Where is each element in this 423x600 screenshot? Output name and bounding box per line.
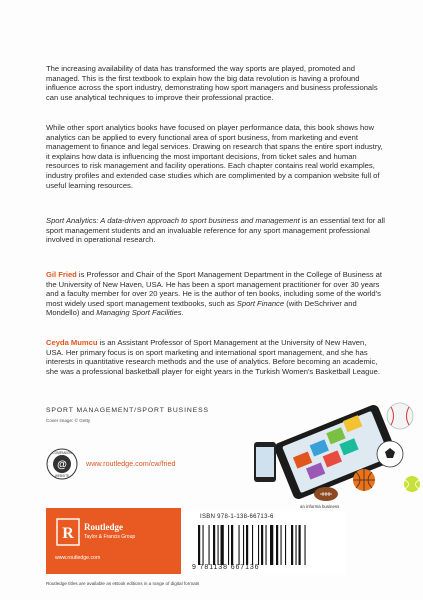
basketball-icon: [353, 469, 375, 491]
barcode-bar: [203, 525, 204, 565]
barcode-bar: [270, 525, 273, 565]
barcode-bar: [228, 525, 229, 565]
publisher-url[interactable]: www.routledge.com: [55, 555, 101, 561]
author-name-2: Ceyda Mumcu: [46, 338, 98, 347]
barcode-bar: [276, 525, 278, 565]
barcode-digits: 9 781138 667136: [192, 564, 260, 571]
barcode-bar: [258, 525, 259, 565]
subject-category: SPORT MANAGEMENT/SPORT BUSINESS: [46, 407, 209, 414]
companion-label-bottom: WEBSITE: [54, 474, 70, 478]
svg-text:@: @: [57, 459, 67, 471]
barcode-bar: [281, 525, 282, 565]
companion-website-icon: [46, 448, 78, 480]
barcode-bar: [291, 525, 293, 565]
barcode-bar: [266, 525, 267, 565]
barcode-bar: [209, 525, 210, 565]
barcode-bar: [213, 525, 215, 565]
isbn-number: ISBN 978-1-138-66713-6: [200, 514, 274, 520]
barcode-bar: [305, 525, 306, 565]
cover-credit: Cover image: © Getty: [46, 418, 91, 423]
barcode-bar: [221, 525, 224, 565]
barcode-bar: [218, 525, 219, 565]
barcode-bar: [296, 525, 297, 565]
author-book-1: Sport Finance: [236, 298, 285, 308]
barcode-bar: [239, 525, 240, 565]
tennis-ball-icon: [404, 476, 420, 492]
barcode-bar: [299, 525, 301, 565]
smartphone-icon: [254, 442, 276, 482]
barcode-bar: [243, 525, 244, 565]
soccer-ball-icon: [377, 441, 403, 467]
svg-text:R: R: [62, 525, 74, 542]
publisher-name: Routledge: [84, 522, 123, 532]
ebook-note: Routledge titles are available as eBook editions in a range of digital formats: [46, 581, 200, 586]
barcode-bar: [198, 525, 200, 565]
book-title: Sport Analytics: A data-driven approach to sport business and management: [46, 216, 300, 225]
website-link[interactable]: www.routledge.com/cw/fried: [86, 459, 176, 468]
publisher-logo-band: [46, 508, 181, 574]
barcode-bar: [246, 525, 248, 565]
author-name-1: Gil Fried: [46, 270, 77, 279]
author-bio-1-text-3: .: [181, 308, 184, 318]
barcode-bar: [252, 525, 253, 565]
author-bio-2-text: is an Assistant Professor of Sport Management at the University of New Haven, USA. Her primary focus is on sport marketing and international sport management, and she has interests in quantitative research methods and the use of analytics. Before becoming an academic, she was a professional basketball player for eight years in the Turkish Women's Basketball League.: [46, 338, 380, 376]
routledge-logo-icon: [56, 518, 80, 546]
companion-label-top: COMPANION: [52, 451, 72, 456]
sports-tablet-illustration: [240, 396, 423, 508]
informa-tagline: an informa business: [300, 504, 340, 509]
barcode-bar: [261, 525, 263, 565]
author-bio-2: [46, 338, 386, 376]
barcode-bar: [231, 525, 233, 565]
author-bio-1-text-2: (with DeSchriver and Mondello) and: [46, 298, 357, 318]
barcode-bar: [285, 525, 286, 565]
author-book-2: Managing Sport Facilities: [96, 308, 182, 318]
blurb-paragraph-3-text: is an essential text for all sport management students and an invaluable reference for any sport management professional involved in operational research.: [46, 216, 385, 245]
blurb-paragraph-3: [46, 216, 386, 245]
football-icon: [314, 487, 338, 501]
barcode-icon: [198, 525, 338, 565]
blurb-paragraph-2: While other sport analytics books have focused on player performance data, this book shows how analytics can be applied to every functional area of sport business, from marketing and event management to finance and legal services. Drawing on research that spans the entire sport industry, it explains how data is influencing the most important decisions, from ticket sales and human resources to risk management and facility operations. Each chapter contains real world examples, industry profiles and extended case studies which are complimented by a companion website full of useful learning resources.: [46, 123, 383, 190]
blurb-paragraph-1: The increasing availability of data has transformed the way sports are played, promoted and managed. This is the first textbook to explain how the big data revolution is having a profound influence across the sport industry, demonstrating how sport managers and business professionals can use analytical techniques to improve their professional practice.: [46, 64, 378, 102]
baseball-icon: [387, 403, 413, 429]
author-bio-1-text: is Professor and Chair of the Sport Management Department in the College of Business at the University of New Haven, USA. He has been a sport management practitioner for over 30 years and a faculty member for over 20 years. He is the author of ten books, including some of the world's most widely used sport management textbooks, such as: [46, 270, 382, 308]
author-bio-1: [46, 270, 386, 318]
publisher-subtitle: Taylor & Francis Group: [84, 534, 136, 540]
